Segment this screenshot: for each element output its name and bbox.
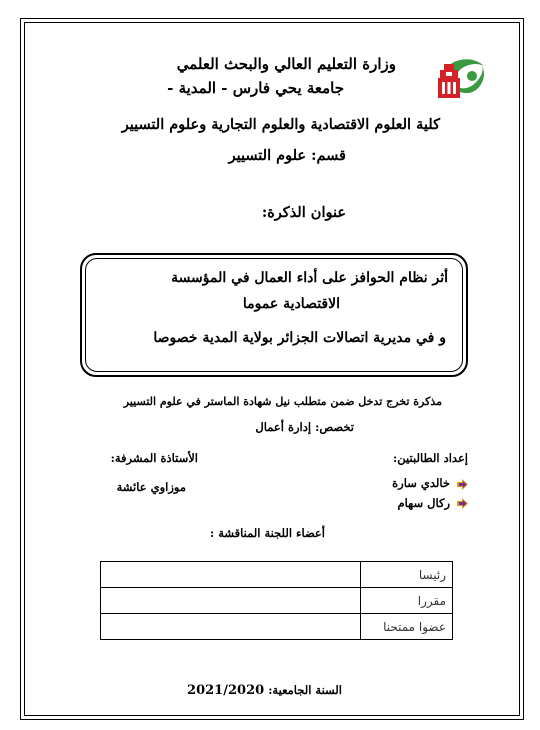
- specialty: تخصص: إدارة أعمال: [255, 420, 354, 434]
- memo-title-label: عنوان الذكرة:: [261, 204, 346, 221]
- committee-member-cell: [101, 588, 361, 614]
- university-logo-icon: [434, 44, 494, 104]
- table-row: [101, 588, 453, 614]
- memo-title-line-1: أثر نظام الحوافز على أداء العمال في المؤسسة: [171, 270, 448, 286]
- bullet-arrow-icon: [457, 479, 468, 490]
- supervisor-name: موزاوي عائشة: [116, 480, 186, 494]
- committee-role: رئيسا: [361, 562, 453, 588]
- committee-member-cell: [101, 562, 361, 588]
- memo-title-line-3: و في مديرية اتصالات الجزائر بولاية المدية خصوصا: [153, 330, 446, 346]
- prepared-by-label: إعداد الطالبتين:: [393, 451, 468, 465]
- committee-role: عضوا ممتحنا: [361, 614, 453, 640]
- supervisor-label: الأستاذة المشرفة:: [110, 451, 198, 465]
- academic-year: [187, 683, 342, 698]
- table-row: [101, 562, 453, 588]
- department-name: قسم: علوم التسيير: [228, 147, 346, 164]
- committee-label: أعضاء اللجنة المناقشة :: [209, 526, 325, 540]
- memo-title-line-2: الاقتصادية عموما: [242, 296, 340, 312]
- academic-year-label: السنة الجامعية:: [268, 683, 342, 697]
- student-name-1: خالدي سارة: [392, 476, 450, 490]
- degree-statement: مذكرة تخرج تدخل ضمن متطلب نيل شهادة الماستر في علوم التسيير: [123, 395, 442, 408]
- committee-role: مقررا: [361, 588, 453, 614]
- academic-year-value: 2021/2020: [187, 683, 265, 698]
- committee-table: [100, 561, 453, 640]
- committee-member-cell: [101, 614, 361, 640]
- student-name-2: ركال سهام: [397, 496, 450, 510]
- faculty-name: كلية العلوم الاقتصادية والعلوم التجارية وعلوم التسيير: [121, 116, 440, 133]
- university-name: جامعة يحي فارس - المدية -: [167, 79, 344, 97]
- bullet-arrow-icon: [457, 498, 468, 509]
- table-row: [101, 614, 453, 640]
- ministry-name: وزارة التعليم العالي والبحث العلمي: [176, 55, 396, 73]
